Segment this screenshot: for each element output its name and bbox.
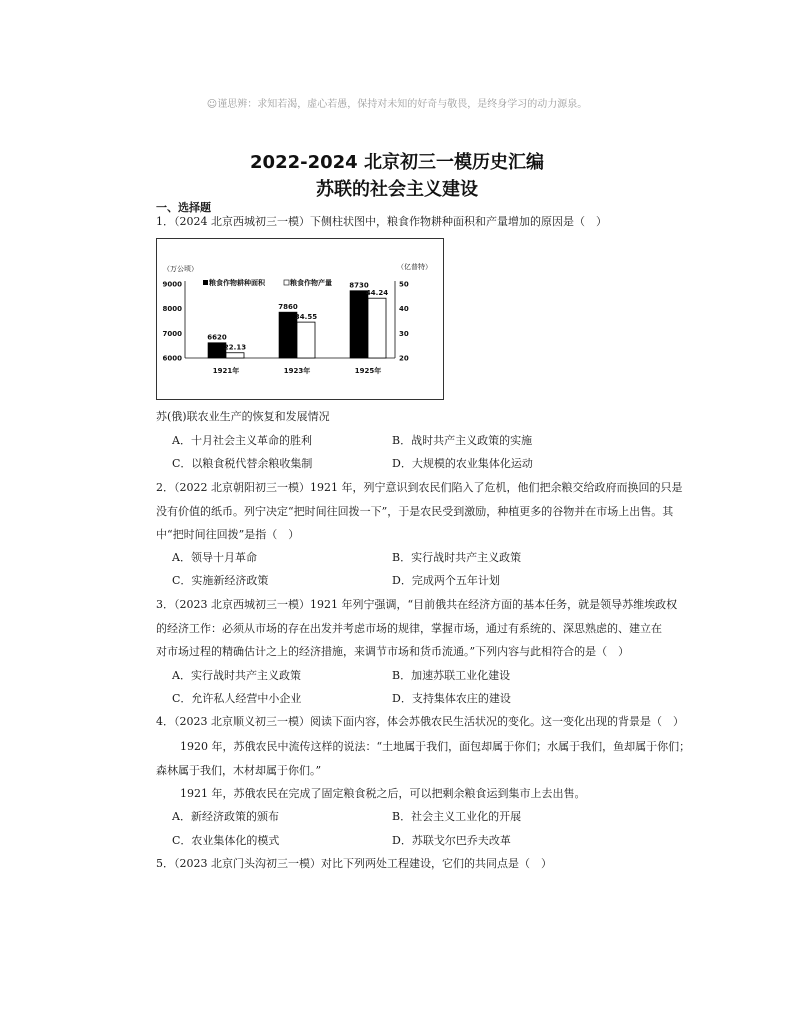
- q4-option-b[interactable]: B．社会主义工业化的开展: [392, 810, 522, 823]
- section-heading: 一、选择题: [156, 201, 211, 214]
- yield-bar-label: 44.24: [365, 289, 389, 298]
- yield-bar-label: 34.55: [294, 313, 318, 322]
- question-1-stem: 1．（2024 北京西城初三一模）下侧柱状图中，粮食作物耕种面积和产量增加的原因是（ ）: [156, 215, 607, 228]
- question-3-line-3: 对市场过程的精确估计之上的经济措施，来调节市场和货币流通。”下列内容与此相符合的是（ ）: [156, 645, 630, 658]
- q3-option-a[interactable]: A．实行战时共产主义政策: [172, 669, 301, 682]
- question-4-stem: 4．（2023 北京顺义初三一模）阅读下面内容，体会苏俄农民生活状况的变化。这一变化出现的背景是（ ）: [156, 715, 684, 728]
- area-bar: [350, 291, 368, 358]
- question-5-stem: 5．（2023 北京门头沟初三一模）对比下列两处工程建设，它们的共同点是（ ）: [156, 857, 552, 870]
- q1-option-b[interactable]: B．战时共产主义政策的实施: [392, 434, 533, 447]
- left-tick-label: 9000: [162, 280, 182, 289]
- yield-bar-label: 22.13: [223, 343, 247, 352]
- area-bar-label: 6620: [207, 333, 227, 342]
- right-tick-label: 50: [399, 280, 409, 289]
- question-3-line-2: 的经济工作：必须从市场的存在出发并考虑市场的规律，掌握市场，通过有系统的、深思熟虑的、建立在: [156, 622, 662, 635]
- agri-bar-chart: [156, 238, 444, 400]
- legend-yield-swatch: [284, 280, 289, 285]
- question-2-line-3: 中“把时间往回拨”是指（ ）: [156, 528, 300, 541]
- q4-option-a[interactable]: A．新经济政策的颁布: [172, 810, 279, 823]
- q2-option-d[interactable]: D．完成两个五年计划: [392, 574, 500, 587]
- left-unit-label: （万公顷）: [163, 265, 198, 273]
- yield-bar: [368, 298, 386, 358]
- question-1-caption: 苏(俄)联农业生产的恢复和发展情况: [156, 410, 330, 423]
- q3-option-b[interactable]: B．加速苏联工业化建设: [392, 669, 511, 682]
- legend-yield-label: 粮食作物产量: [290, 279, 332, 287]
- category-label: 1923年: [283, 367, 311, 375]
- yield-bar: [297, 322, 315, 358]
- q3-option-c[interactable]: C．允许私人经营中小企业: [172, 692, 302, 705]
- question-4-passage-1b: 森林属于我们，木材却属于你们。”: [156, 764, 322, 777]
- area-bar-label: 7860: [278, 303, 298, 312]
- page-subtitle: 苏联的社会主义建设: [316, 179, 478, 200]
- q4-option-d[interactable]: D．苏联戈尔巴乔夫改革: [392, 834, 511, 847]
- yield-bar: [226, 353, 244, 358]
- right-tick-label: 30: [399, 329, 409, 338]
- question-2-line-1: 2．（2022 北京朝阳初三一模）1921 年，列宁意识到农民们陷入了危机，他们把余粮交给政府而换回的只是: [156, 481, 683, 494]
- q2-option-a[interactable]: A．领导十月革命: [172, 551, 257, 564]
- legend-area-label: 粮食作物耕种面积: [209, 279, 265, 287]
- left-tick-label: 6000: [162, 354, 182, 363]
- left-tick-label: 7000: [162, 329, 182, 338]
- chart-svg: [157, 239, 443, 399]
- area-bar-label: 8730: [349, 281, 369, 290]
- right-unit-label: （亿普特）: [397, 263, 432, 271]
- question-4-passage-1a: 1920 年，苏俄农民中流传这样的说法：“土地属于我们，面包却属于你们；水属于我们，鱼却属于你们；: [180, 740, 691, 753]
- q4-option-c[interactable]: C．农业集体化的模式: [172, 834, 280, 847]
- category-label: 1921年: [212, 367, 240, 375]
- legend-area-swatch: [203, 280, 208, 285]
- q2-option-b[interactable]: B．实行战时共产主义政策: [392, 551, 522, 564]
- question-3-line-1: 3．（2023 北京西城初三一模）1921 年列宁强调，“目前俄共在经济方面的基本任务，就是领导苏维埃政权: [156, 598, 678, 611]
- left-tick-label: 8000: [162, 305, 182, 314]
- q2-option-c[interactable]: C．实施新经济政策: [172, 574, 269, 587]
- question-4-passage-2: 1921 年，苏俄农民在完成了固定粮食税之后，可以把剩余粮食运到集市上去出售。: [180, 787, 586, 800]
- page-title: 2022-2024 北京初三一模历史汇编: [250, 152, 544, 173]
- question-2-line-2: 没有价值的纸币。列宁决定“把时间往回拨一下”，于是农民受到激励，种植更多的谷物并在市场上出售。其: [156, 505, 674, 518]
- q1-option-a[interactable]: A．十月社会主义革命的胜利: [172, 434, 312, 447]
- right-tick-label: 20: [399, 354, 409, 363]
- right-tick-label: 40: [399, 305, 409, 314]
- q1-option-c[interactable]: C．以粮食税代替余粮收集制: [172, 457, 313, 470]
- category-label: 1925年: [354, 367, 382, 375]
- q3-option-d[interactable]: D．支持集体农庄的建设: [392, 692, 511, 705]
- q1-option-d[interactable]: D．大规模的农业集体化运动: [392, 457, 533, 470]
- header-motto: ☺谨思辨：求知若渴，虚心若愚，保持对未知的好奇与敬畏，是终身学习的动力源泉。: [206, 99, 588, 110]
